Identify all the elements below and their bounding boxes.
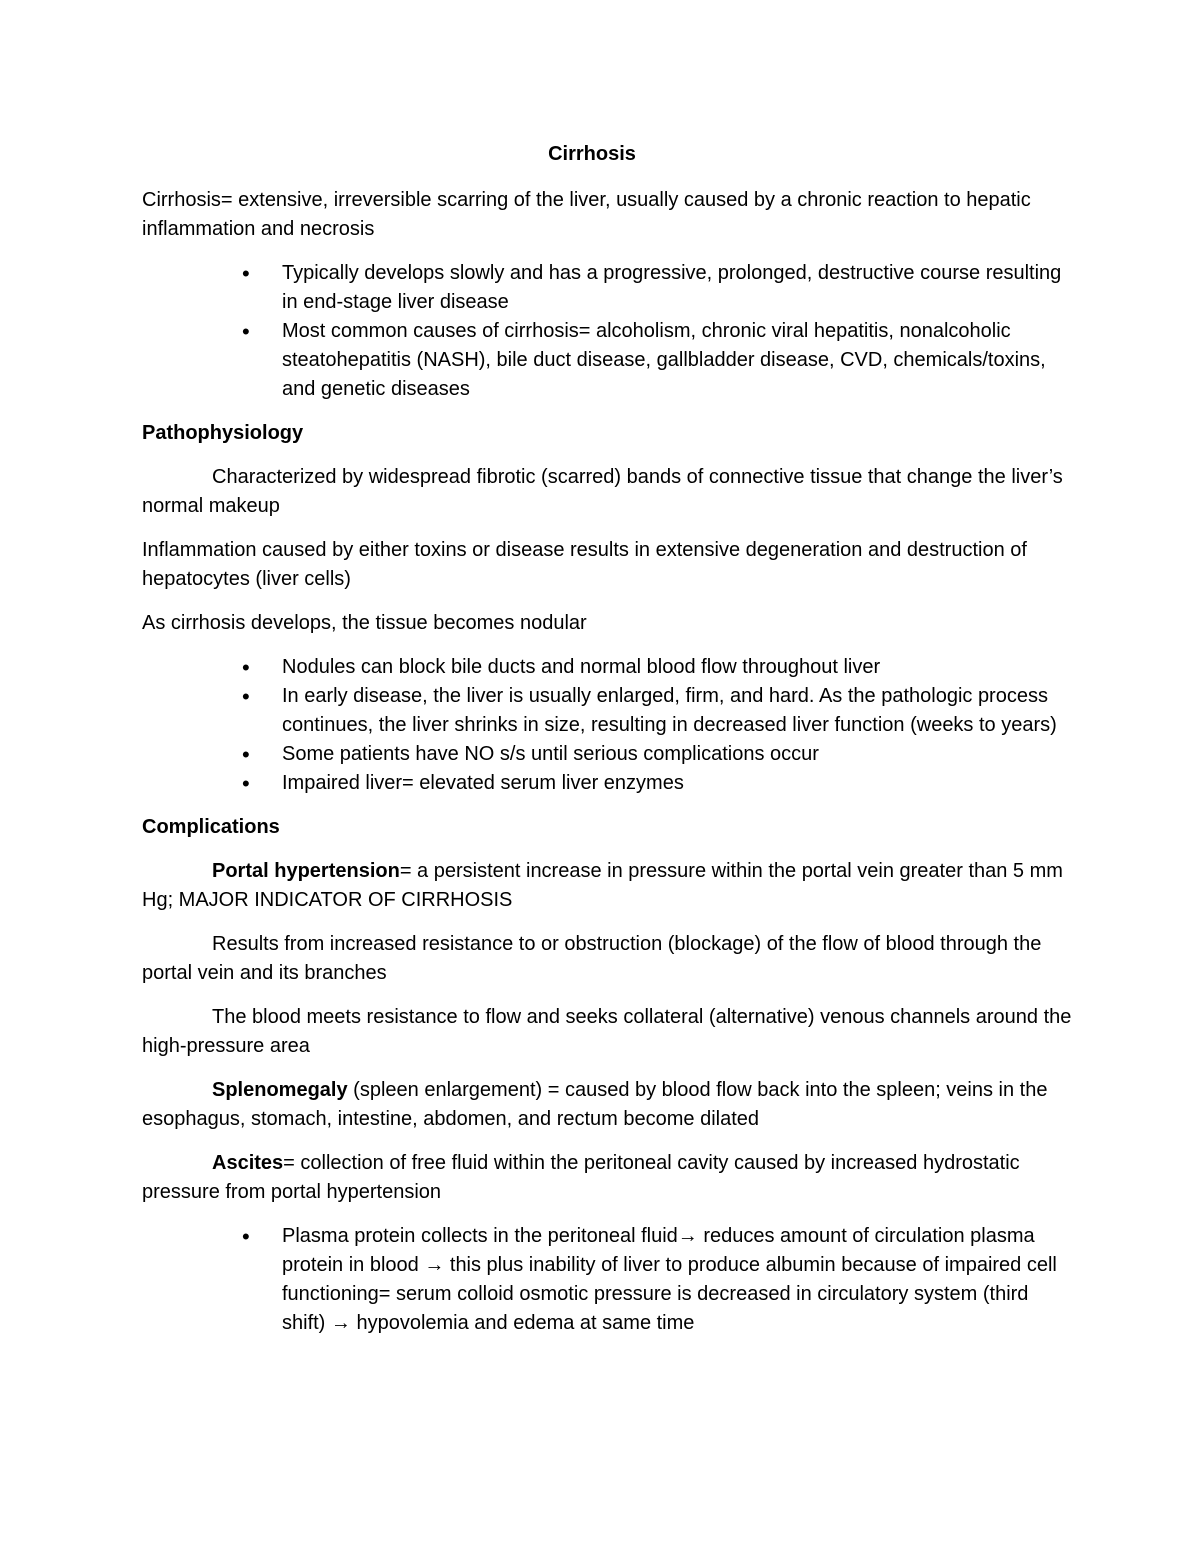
ascites-definition: = collection of free fluid within the peritoneal cavity caused by increased hydrostatic pressure from portal hypertension: [142, 1152, 1020, 1203]
complications-heading: Complications: [142, 816, 280, 838]
portal-hypertension-definition: = a persistent increase in pressure within the portal vein greater than 5 mm Hg; MAJOR INDICATOR OF CIRRHOSIS: [142, 860, 1063, 911]
list-item: • Impaired liver= elevated serum liver enzymes: [142, 769, 1072, 798]
ascites-paragraph: [142, 1149, 1072, 1207]
ascites-bullet-list: [142, 1222, 1072, 1338]
portal-hypertension-term: Portal hypertension: [212, 860, 400, 882]
intro-definition: Cirrhosis= extensive, irreversible scarring of the liver, usually caused by a chronic reaction to hepatic inflammation and necrosis: [142, 189, 1031, 240]
splenomegaly-paragraph: [142, 1076, 1072, 1134]
blood-paragraph: The blood meets resistance to flow and seeks collateral (alternative) venous channels around the high-pressure area: [142, 1006, 1072, 1057]
list-item: • In early disease, the liver is usually enlarged, firm, and hard. As the pathologic process continues, the liver shrinks in size, resulting in decreased liver function (weeks to years): [142, 682, 1072, 740]
list-item: • Plasma protein collects in the peritoneal fluid→ reduces amount of circulation plasma protein in blood → this plus inability of liver to produce albumin because of impaired cell functioning= serum colloid osmotic pressure is decreased in circulatory system (third shift) → hypovolemia and edema at same time: [142, 1222, 1072, 1338]
splenomegaly-definition: (spleen enlargement) = caused by blood flow back into the spleen; veins in the esophagus, stomach, intestine, abdomen, and rectum become dilated: [142, 1079, 1048, 1130]
patho-paragraph-1: Characterized by widespread fibrotic (scarred) bands of connective tissue that change the liver’s normal makeup: [142, 466, 1063, 517]
list-item: • Nodules can block bile ducts and normal blood flow throughout liver: [142, 653, 1072, 682]
page-title: Cirrhosis: [548, 143, 636, 165]
patho-paragraph-2: Inflammation caused by either toxins or disease results in extensive degeneration and destruction of hepatocytes (liver cells): [142, 539, 1027, 590]
splenomegaly-term: Splenomegaly: [212, 1079, 348, 1101]
portal-hypertension-paragraph: [142, 857, 1072, 915]
document-page: [142, 140, 1072, 1353]
results-paragraph: Results from increased resistance to or obstruction (blockage) of the flow of blood through the portal vein and its branches: [142, 933, 1042, 984]
patho-paragraph-3: As cirrhosis develops, the tissue becomes nodular: [142, 612, 587, 634]
list-item: • Most common causes of cirrhosis= alcoholism, chronic viral hepatitis, nonalcoholic steatohepatitis (NASH), bile duct disease, gallbladder disease, CVD, chemicals/toxins, and genetic diseases: [142, 317, 1072, 404]
list-item: • Typically develops slowly and has a progressive, prolonged, destructive course resulting in end-stage liver disease: [142, 259, 1072, 317]
patho-bullet-list: [142, 653, 1072, 798]
pathophysiology-heading: Pathophysiology: [142, 422, 304, 444]
intro-bullet-list: [142, 259, 1072, 404]
ascites-term: Ascites: [212, 1152, 284, 1174]
list-item: • Some patients have NO s/s until serious complications occur: [142, 740, 1072, 769]
